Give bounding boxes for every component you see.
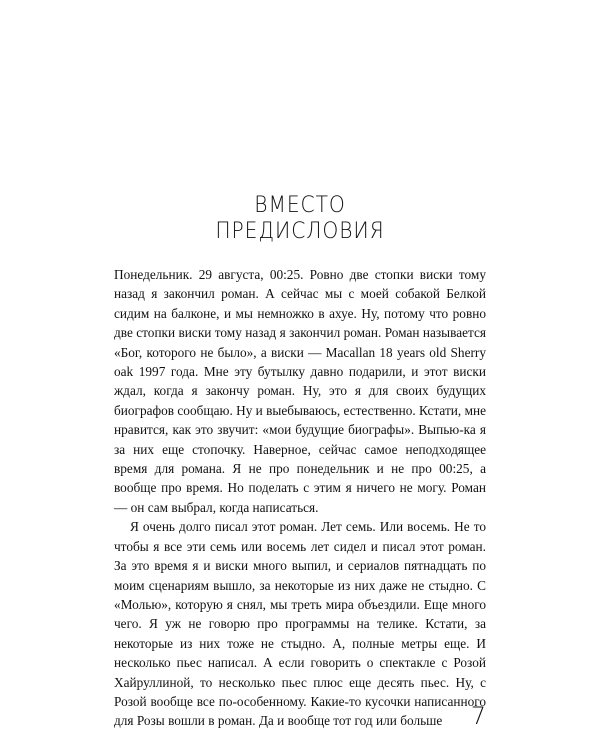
body-text [114, 265, 486, 731]
paragraph: Понедельник. 29 августа, 00:25. Ровно две стопки виски тому назад я закончил роман. А сейчас мы с моей собакой Белкой сидим на балконе, и мы немножко в ахуе. Ну, потому что ровно две стопки виски тому назад я закончил роман. Роман называется «Бог, которого не было», а виски — Macallan 18 years old Sherry oak 1997 года. Мне эту бутылку давно подарили, и этот виски ждал, когда я закончу роман. Ну, это я для своих будущих биографов сообщаю. Ну и выебываюсь, естественно. Кстати, мне нравится, как это звучит: «мои будущие биографы». Выпью-ка я за них еще стопочку. Наверное, сейчас самое неподходящее время для романа. Я не про понедельник и не про 00:25, а вообще про время. Но поделать с этим я ничего не могу. Роман — он сам выбрал, когда написаться. [114, 267, 486, 515]
chapter-title [134, 193, 465, 245]
paragraph: Я очень долго писал этот роман. Лет семь. Или восемь. Не то чтобы я все эти семь или восемь лет сидел и писал этот роман. За это время я и виски много выпил, и сериалов пятнадцать по моим сценариям вышло, за некоторые из них даже не стыдно. С «Молью», которую я снял, мы треть мира объездили. Еще много чего. Я уж не говорю про программы на телике. Кстати, за некоторые из них тоже не стыдно. А, полные метры еще. И несколько пьес написал. А если говорить о спектакле с Розой Хайруллиной, то несколько пьес плюс еще десять пьес. Ну, с Розой вообще все по-особенному. Какие-то кусочки написанного для Розы вошли в роман. Да и вообще тот год или больше [114, 519, 486, 729]
chapter-title-line-1: ВМЕСТО [254, 193, 346, 218]
chapter-title-line-2: ПРЕДИСЛОВИЯ [215, 219, 385, 244]
page-number: 7 [470, 702, 486, 730]
